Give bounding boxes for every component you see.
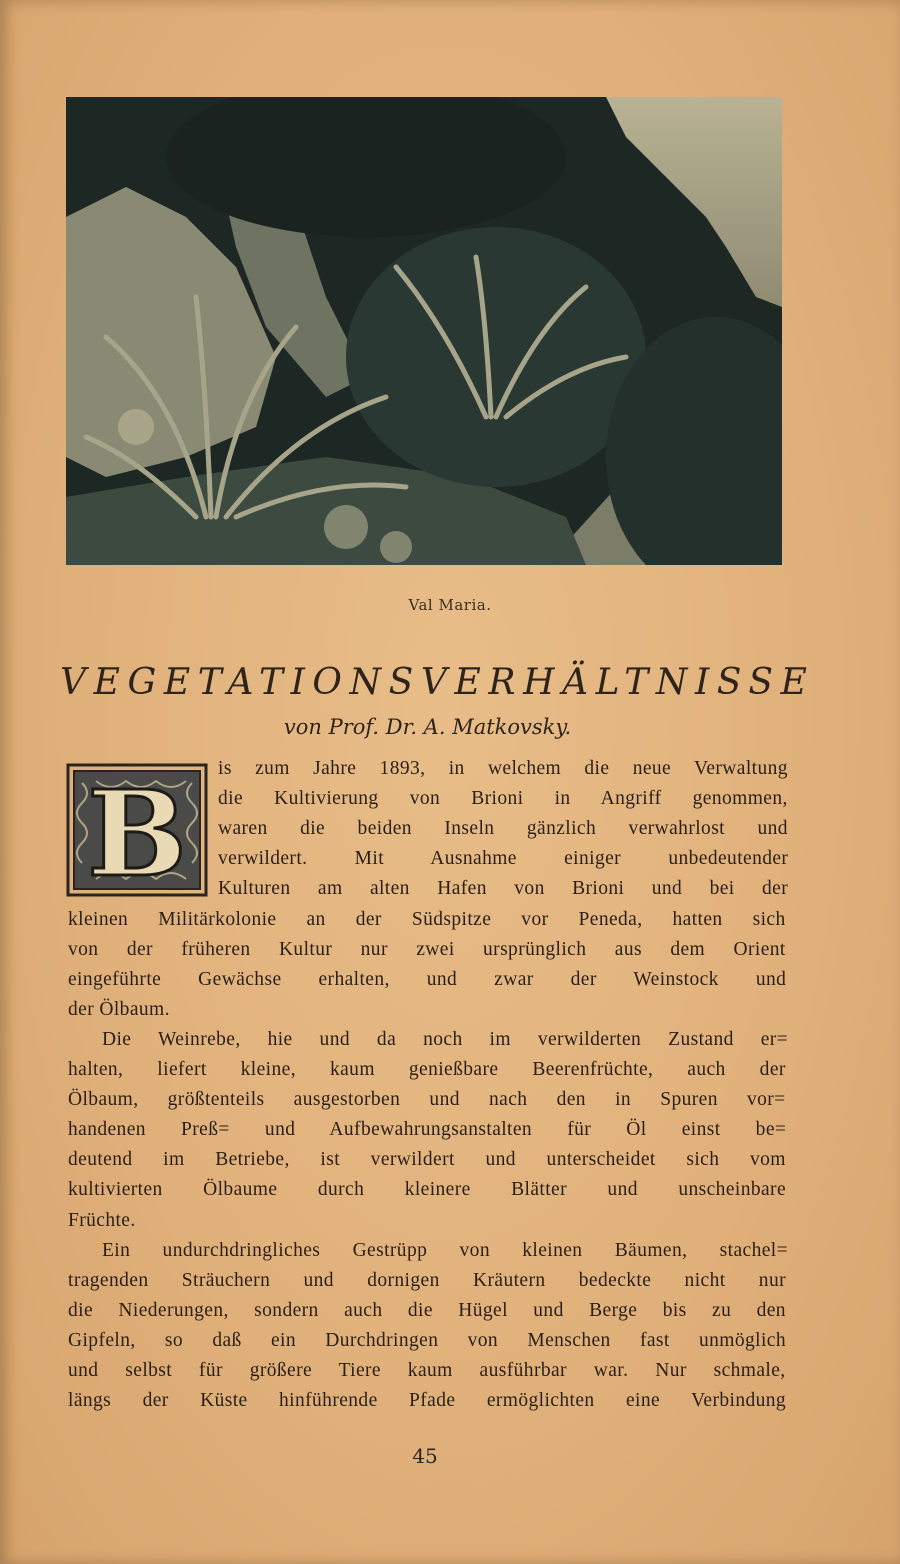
- landscape-photo: [66, 97, 782, 565]
- text-line: die Kultivierung von Brioni in Angriff genommen,: [218, 788, 788, 810]
- text-line: die Niederungen, sondern auch die Hügel und Berge bis zu den: [68, 1299, 786, 1321]
- text-line: Früchte.: [68, 1209, 136, 1231]
- article-author: von Prof. Dr. A. Matkovsky.: [283, 715, 572, 739]
- text-line: handenen Preß= und Aufbewahrungsanstalten für Öl einst be=: [68, 1119, 787, 1141]
- page-number: 45: [412, 1444, 438, 1468]
- photo-illustration: [66, 97, 782, 565]
- text-line: halten, liefert kleine, kaum genießbare Beerenfrüchte, auch der: [68, 1059, 786, 1080]
- text-line: Ein undurchdringliches Gestrüpp von kleinen Bäumen, stachel=: [102, 1239, 789, 1261]
- text-line: Gipfeln, so daß ein Durchdringen von Menschen fast unmöglich: [68, 1329, 787, 1351]
- text-line: eingeführte Gewächse erhalten, und zwar der Weinstock und: [68, 968, 787, 990]
- text-line: kleinen Militärkolonie an der Südspitze vor Peneda, hatten sich: [68, 908, 786, 930]
- text-line: deutend im Betriebe, ist verwildert und unterscheidet sich vom: [68, 1149, 786, 1171]
- text-line: is zum Jahre 1893, in welchem die neue Verwaltung: [218, 758, 788, 779]
- text-line: tragenden Sträuchern und dornigen Kräutern bedeckte nicht nur: [68, 1269, 787, 1291]
- initial-letter: B: [87, 764, 187, 897]
- text-line: Ölbaum, größtenteils ausgestorben und nach den in Spuren vor=: [68, 1089, 786, 1111]
- text-line: der Ölbaum.: [68, 998, 170, 1020]
- text-line: Die Weinrebe, hie und da noch im verwilderten Zustand er=: [102, 1028, 789, 1050]
- text-line: von der früheren Kultur nur zwei ursprünglich aus dem Orient: [68, 938, 786, 960]
- text-line: waren die beiden Inseln gänzlich verwahrlost und: [218, 818, 788, 840]
- text-line: und selbst für größere Tiere kaum ausführbar war. Nur schmale,: [68, 1360, 786, 1381]
- decorative-initial: [66, 763, 208, 897]
- text-line: verwildert. Mit Ausnahme einiger unbedeutender: [218, 848, 789, 870]
- text-line: kultivierten Ölbaume durch kleinere Blätter und unscheinbare: [68, 1179, 786, 1201]
- photo-caption: Val Maria.: [408, 596, 492, 614]
- text-line: längs der Küste hinführende Pfade ermöglichten eine Verbindung: [68, 1390, 787, 1412]
- article-title: VEGETATIONSVERHÄLTNISSE: [60, 662, 815, 703]
- text-line: Kulturen am alten Hafen von Brioni und bei der: [218, 878, 789, 900]
